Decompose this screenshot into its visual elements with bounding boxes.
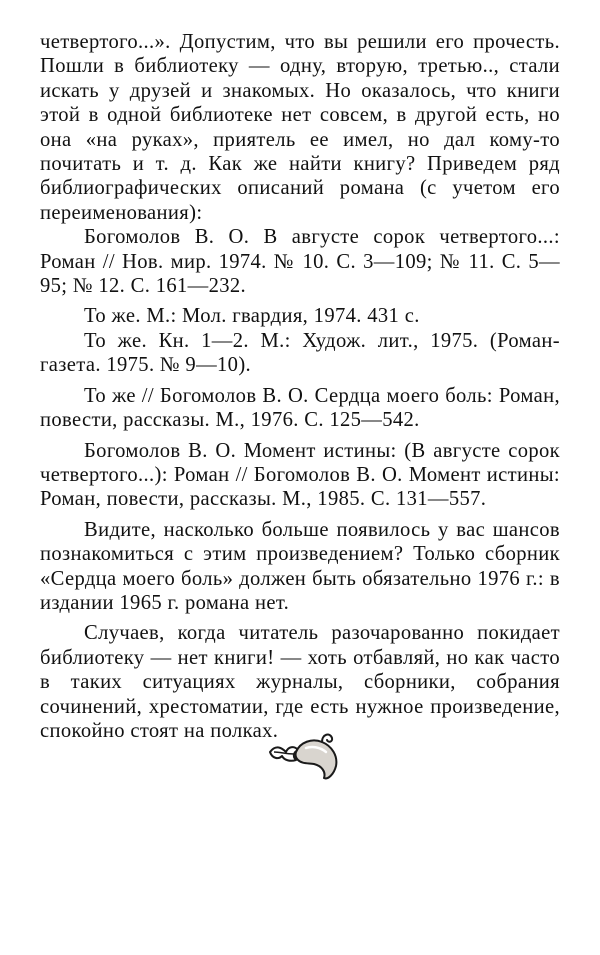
paragraph-cases: Случаев, когда читатель разочарованно покидает библиотеку — нет книги! — хоть отбавляй, но как часто в таких ситуациях журналы, сборники, собрания сочинений, хрестоматии, где есть нужное произведение, спокойно стоят на полках. — [40, 622, 560, 742]
ornament-svg — [266, 730, 346, 786]
paragraph-chances: Видите, насколько больше появилось у вас шансов познакомиться с этим произведением? Только сборник «Сердца моего боль» должен быть обязательно 1976 г.: в издании 1965 г. романа нет. — [40, 518, 560, 614]
bibliography-entry: То же // Богомолов В. О. Сердца моего боль: Роман, повести, рассказы. М., 1976. С. 125—542. — [40, 384, 560, 432]
bibliography-entry: Богомолов В. О. Момент истины: (В августе сорок четвертого...): Роман // Богомолов В. О. Момент истины: Роман, повести, рассказы. М., 1985. С. 131—557. — [40, 439, 560, 511]
ornament-tail — [322, 735, 332, 742]
bibliography-entry: То же. Кн. 1—2. М.: Худож. лит., 1975. (Роман-газета. 1975. № 9—10). — [40, 329, 560, 377]
bibliography-entry: То же. М.: Мол. гвардия, 1974. 431 с. — [84, 305, 420, 328]
bibliography-entry: Богомолов В. О. В августе сорок четвертого...: Роман // Нов. мир. 1974. № 10. С. 3—109; № 11. С. 5—95; № 12. С. 161—232. — [40, 226, 560, 298]
paragraph-intro: четвертого...». Допустим, что вы решили его прочесть. Пошли в библиотеку — одну, вторую, третью.., стали искать у друзей и знакомых. Но оказалось, что книги этой в одной библиотеке нет совсем, в другой есть, но она «на руках», приятель ее имел, но дал кому-то почитать и т. д. Как же найти книгу? Приведем ряд библиографических описаний романа (с учетом его переименования): — [40, 31, 560, 224]
pepper-ornament-icon — [266, 730, 346, 786]
page-text — [40, 30, 560, 743]
